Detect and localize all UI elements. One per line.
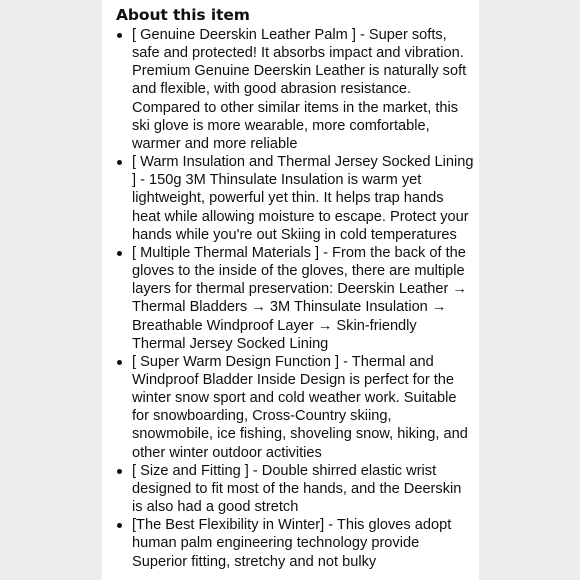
about-this-item-panel (102, 0, 479, 580)
feature-bullet-thermal-materials: [ Multiple Thermal Materials ] - From the back of the gloves to the inside of the gloves, there are multiple layers for thermal preservation: Deerskin Leather → Thermal Bladders → 3M Thinsulate Insulation → Breathable Windproof Layer → Skin-friendly Thermal Jersey Socked Lining (116, 244, 474, 353)
feature-bullet-leather-palm: [ Genuine Deerskin Leather Palm ] - Super softs, safe and protected! It absorbs impact and vibration. Premium Genuine Deerskin Leather is naturally soft and flexible, with good abrasion resistance. Compared to other similar items in the market, this ski glove is more wearable, more comfortable, warmer and more reliable (116, 26, 474, 153)
feature-bullet-flexibility: [The Best Flexibility in Winter] - This gloves adopt human palm engineering technology provide Superior fitting, stretchy and not bulky (116, 516, 474, 570)
feature-bullet-insulation: [ Warm Insulation and Thermal Jersey Socked Lining ] - 150g 3M Thinsulate Insulation is warm yet lightweight, powerful yet thin. It helps trap hands heat while allowing moisture to escape. Protect your hands while you're out Skiing in cold temperatures (116, 153, 474, 244)
feature-bullet-size-fitting: [ Size and Fitting ] - Double shirred elastic wrist designed to fit most of the hands, and the Deerskin is also had a good stretch (116, 462, 474, 516)
section-title: About this item (116, 6, 250, 24)
feature-bullet-warm-design: [ Super Warm Design Function ] - Thermal and Windproof Bladder Inside Design is perfect for the winter snow sport and cold weather work. Suitable for snowboarding, Cross-Country skiing, snowmobile, ice fishing, shoveling snow, hiking, and other winter outdoor activities (116, 353, 474, 462)
feature-bullet-list (116, 26, 479, 571)
